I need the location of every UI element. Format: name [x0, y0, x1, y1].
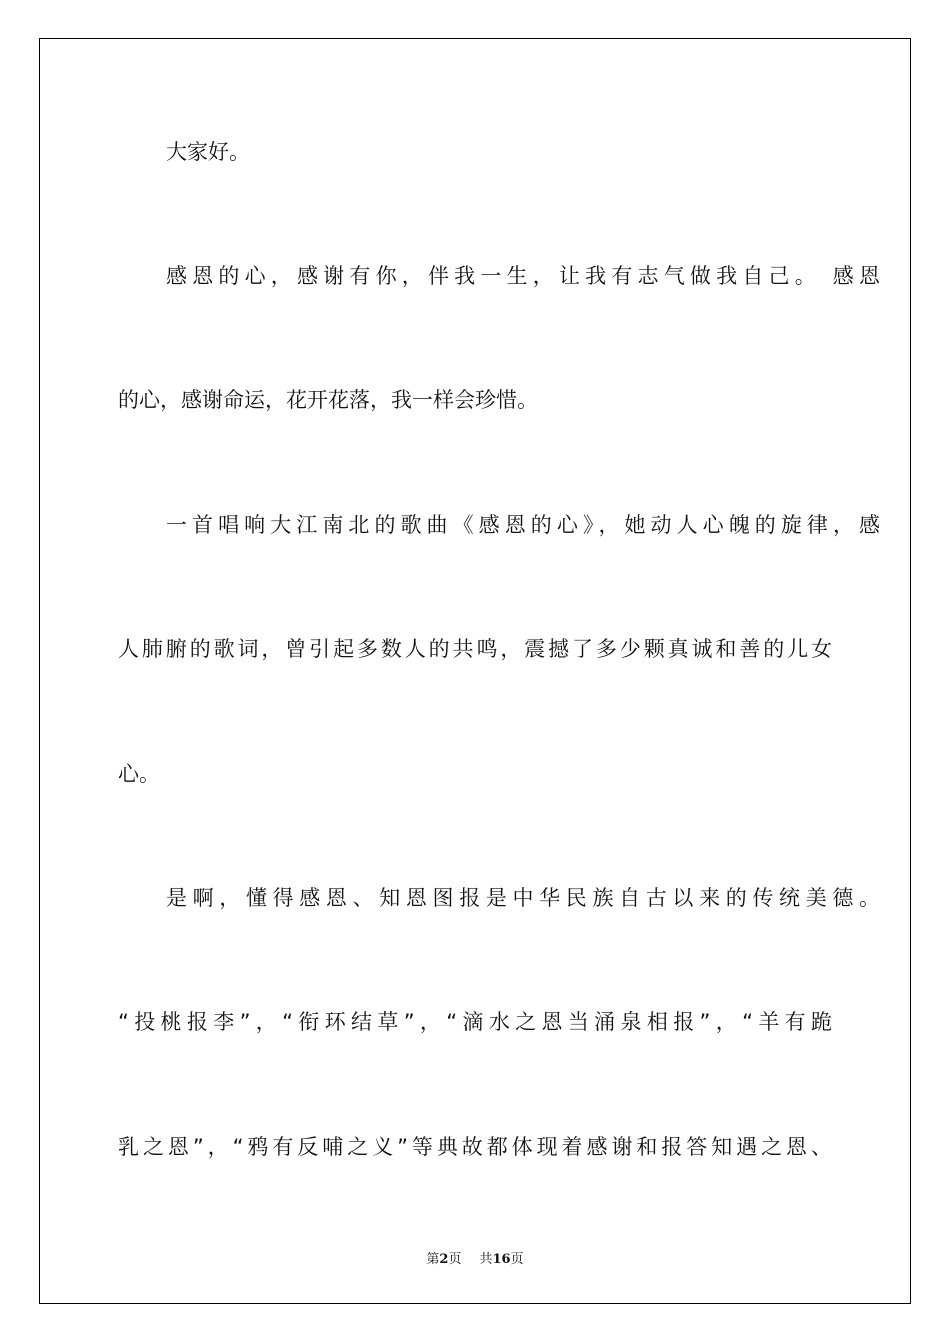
paragraph-3-line-2: “投桃报李”，“衔环结草”，“滴水之恩当涌泉相报”，“羊有跪 [118, 1010, 832, 1034]
paragraph-1-line-2: 的心，感谢命运，花开花落，我一样会珍惜。 [118, 388, 538, 412]
paragraph-2-line-1: 一首唱响大江南北的歌曲《感恩的心》，她动人心魄的旋律，感 [166, 513, 880, 537]
total-suffix: 页 [510, 1252, 524, 1267]
page-border [39, 38, 911, 1304]
page-suffix: 页 [448, 1252, 462, 1267]
page-footer [0, 1248, 950, 1267]
paragraph-greeting: 大家好。 [166, 140, 250, 164]
paragraph-1-line-1: 感恩的心，感谢有你，伴我一生，让我有志气做我自己。 感恩 [166, 264, 880, 288]
current-page-number: 2 [439, 1252, 449, 1267]
paragraph-3-line-1: 是啊，懂得感恩、知恩图报是中华民族自古以来的传统美德。 [166, 886, 880, 910]
page-prefix: 第 [426, 1252, 440, 1267]
paragraph-2-line-2: 人肺腑的歌词，曾引起多数人的共鸣，震撼了多少颗真诚和善的儿女 [118, 637, 832, 661]
total-prefix: 共 [479, 1252, 493, 1267]
paragraph-2-line-3: 心。 [118, 762, 160, 786]
paragraph-3-line-3: 乳之恩”，“鸦有反哺之义”等典故都体现着感谢和报答知遇之恩、 [118, 1135, 832, 1159]
total-page-number: 16 [492, 1252, 511, 1267]
